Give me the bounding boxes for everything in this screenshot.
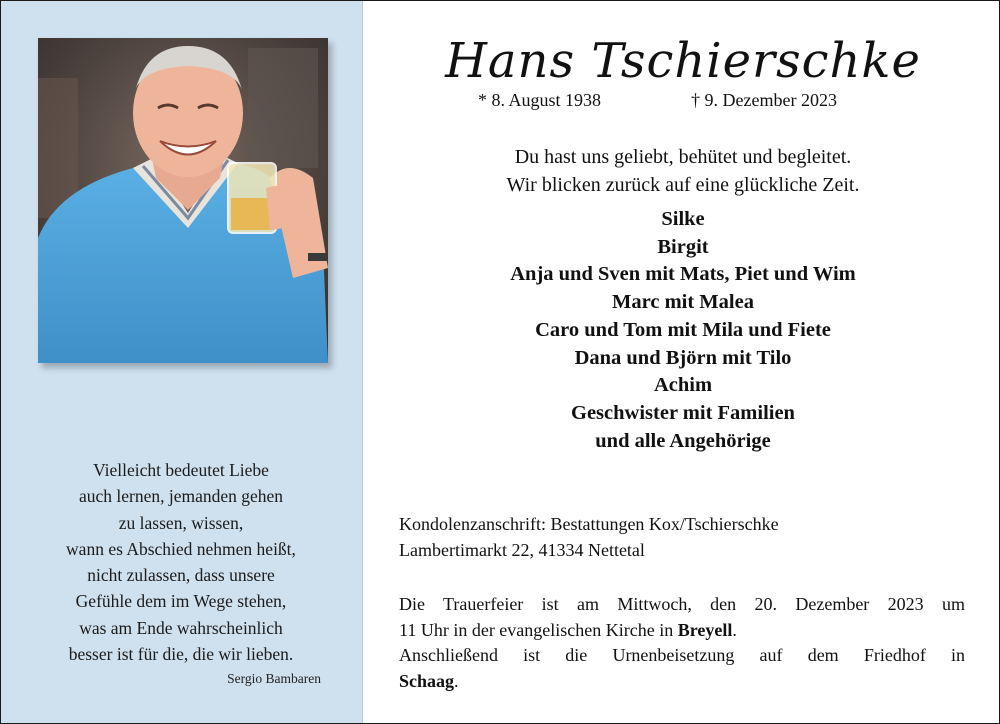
birth-date: * 8. August 1938 xyxy=(478,90,602,110)
portrait-image xyxy=(38,38,328,363)
poem-line: Vielleicht bedeutet Liebe xyxy=(93,460,269,480)
mourner-item: Caro und Tom mit Mila und Fiete xyxy=(535,318,831,341)
service-line: Anschließend ist die Urnenbeisetzung auf dem Friedhof in xyxy=(399,645,965,665)
address-line: Lambertimarkt 22, 41334 Nettetal xyxy=(399,539,645,560)
cemetery-location: Schaag xyxy=(399,670,455,691)
service-line xyxy=(399,669,965,695)
poem-author: Sergio Bambaren xyxy=(227,671,321,686)
poem-line: zu lassen, wissen, xyxy=(118,512,244,533)
address-line: Kondolenzanschrift: Bestattungen Kox/Tschierschke xyxy=(399,514,779,534)
left-panel xyxy=(1,1,363,723)
memorial-verse xyxy=(373,144,993,199)
condolence-address xyxy=(399,512,969,563)
poem-line: Gefühle dem im Wege stehen, xyxy=(75,591,287,612)
service-line: Die Trauerfeier ist am Mittwoch, den 20. Dezember 2023 um xyxy=(399,594,965,614)
mourner-item: Silke xyxy=(661,208,705,230)
service-text: 11 Uhr in der evangelischen Kirche in xyxy=(399,619,678,640)
mourner-item: Birgit xyxy=(657,235,709,258)
portrait-photo xyxy=(38,38,328,363)
mourner-item: Marc mit Malea xyxy=(612,291,754,314)
mourner-item: Dana und Björn mit Tilo xyxy=(574,346,792,369)
poem-line: nicht zulassen, dass unsere xyxy=(87,565,275,586)
mourner-item: Anja und Sven mit Mats, Piet und Wim xyxy=(510,263,856,286)
service-text: . xyxy=(732,619,737,640)
mourner-item: Achim xyxy=(653,374,713,397)
poem-line: was am Ende wahrscheinlich xyxy=(79,617,283,638)
verse-line: Du hast uns geliebt, behütet und begleitet. xyxy=(514,146,852,168)
deceased-name: Hans Tschierschke xyxy=(445,33,921,89)
death-date: † 9. Dezember 2023 xyxy=(691,90,837,110)
verse-line: Wir blicken zurück auf eine glückliche Zeit. xyxy=(506,173,860,196)
poem-line: wann es Abschied nehmen heißt, xyxy=(66,538,296,559)
poem xyxy=(11,457,351,667)
service-line xyxy=(399,618,965,644)
poem-line: besser ist für die, die wir lieben. xyxy=(68,644,294,665)
mourner-item: Geschwister mit Familien xyxy=(571,401,795,424)
mourners-list xyxy=(373,206,993,455)
service-info xyxy=(399,592,965,694)
service-text: . xyxy=(454,670,459,691)
mourner-item: und alle Angehörige xyxy=(595,429,771,452)
poem-line: auch lernen, jemanden gehen xyxy=(78,486,284,507)
church-location: Breyell xyxy=(677,619,733,640)
